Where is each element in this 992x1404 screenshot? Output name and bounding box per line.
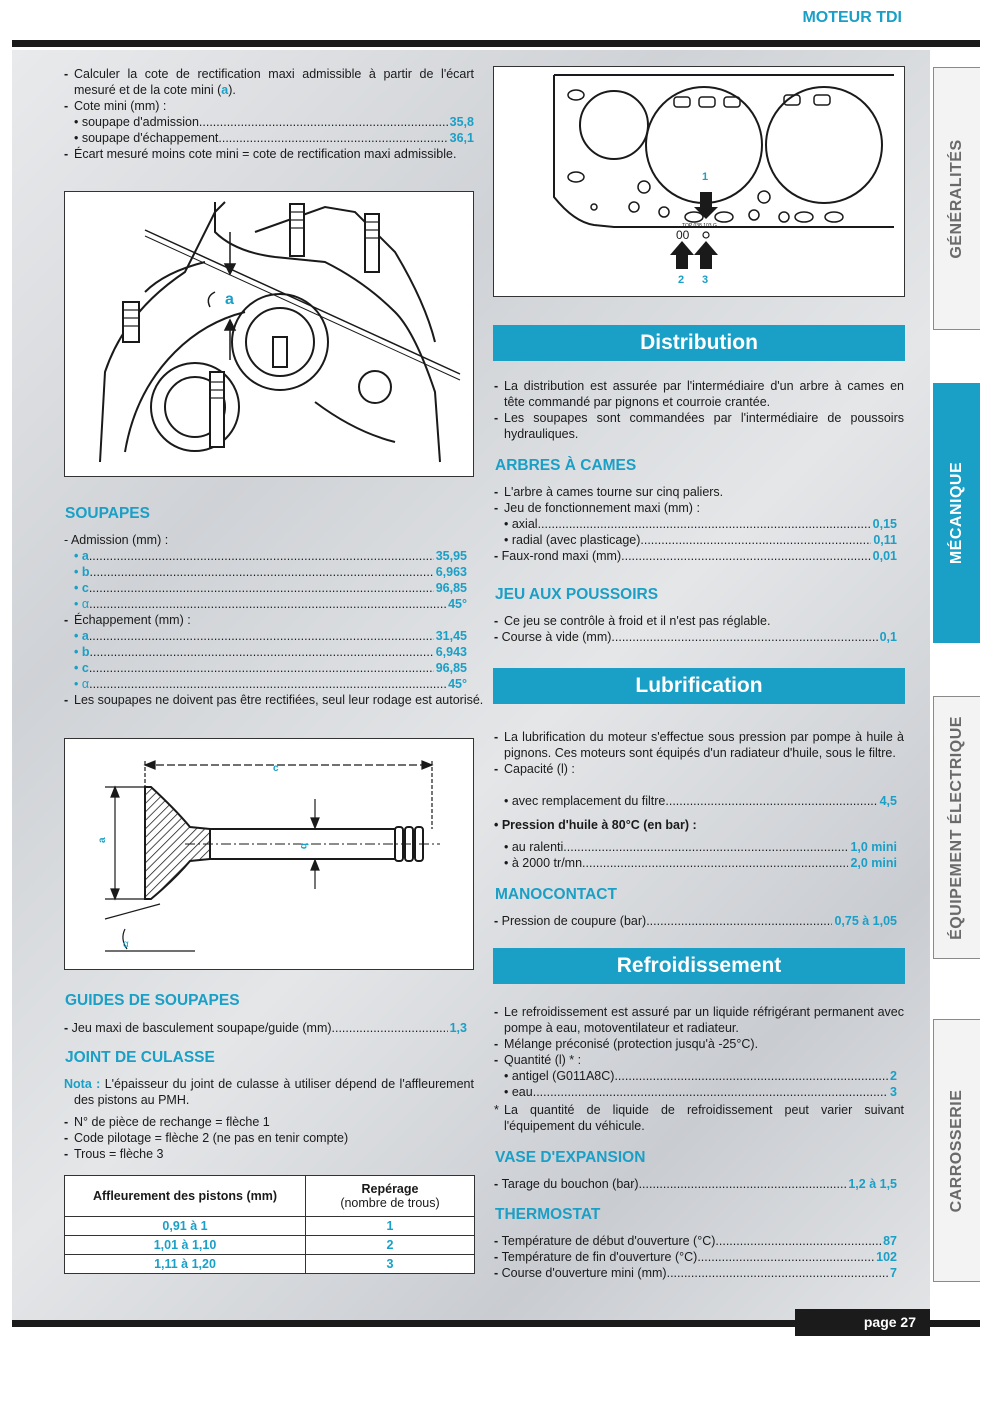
dotted-row: • soupape d'admission ..... 35,8 — [64, 114, 474, 130]
table-cell: 1 — [306, 1217, 475, 1236]
dotted-row: • radial (avec plasticage) ..... 0,11 — [494, 532, 897, 548]
refroidissement-item: - Le refroidissement est assuré par un liquide réfrigérant permanent avec pompe à eau, motoventilateur et radiateur. — [494, 1005, 904, 1035]
fig2-label-b: b — [298, 843, 309, 850]
table-row — [65, 1217, 475, 1236]
table-row — [65, 1255, 475, 1274]
table-cell: 1,01 à 1,10 — [65, 1236, 306, 1255]
head-gasket-drawing — [494, 67, 904, 296]
refroidissement-values — [494, 1068, 897, 1100]
dotted-row: • c ..... 96,85 — [64, 660, 467, 676]
valve-drawing — [65, 739, 473, 969]
section-title-joint: JOINT DE CULASSE — [65, 1049, 215, 1066]
band-distribution: Distribution — [493, 325, 905, 361]
intro-block — [64, 66, 474, 162]
dotted-row: • α ..... 45° — [64, 596, 467, 612]
soupapes-block — [64, 532, 484, 708]
joint-item: - Trous = flèche 3 — [64, 1147, 164, 1161]
dotted-row: • α ..... 45° — [64, 676, 467, 692]
pression-title: • Pression d'huile à 80°C (en bar) : — [494, 818, 697, 832]
tab-generalites[interactable] — [933, 67, 980, 330]
tab-label: ÉQUIPEMENT ÉLECTRIQUE — [948, 715, 965, 940]
dotted-row: • b ..... 6,963 — [64, 564, 467, 580]
arbres-item: - L'arbre à cames tourne sur cinq paliers. — [494, 485, 724, 499]
fig2-label-a: a — [97, 837, 108, 843]
dotted-row: • antigel (G011A8C) ..... 2 — [494, 1068, 897, 1084]
table-cell: 0,91 à 1 — [65, 1217, 306, 1236]
dotted-row: - Tarage du bouchon (bar) ..... 1,2 à 1,5 — [494, 1176, 897, 1192]
arbres-item: - Jeu de fonctionnement maxi (mm) : — [494, 501, 700, 515]
tab-label: GÉNÉRALITÉS — [948, 138, 965, 259]
tab-mecanique[interactable] — [933, 383, 980, 643]
table-header-row — [65, 1176, 475, 1217]
tab-carrosserie[interactable] — [933, 1019, 980, 1282]
admission-label: - Admission (mm) : — [64, 533, 169, 547]
refroidissement-note: * La quantité de liquide de refroidissement peut varier suivant l'équipement du véhicule. — [494, 1103, 904, 1133]
dotted-row: - Pression de coupure (bar) ..... 0,75 à 1,05 — [494, 913, 897, 929]
section-title-jeu: JEU AUX POUSSOIRS — [495, 586, 659, 603]
dotted-row: - Température de fin d'ouverture (°C) ..... 102 — [494, 1249, 897, 1265]
dotted-row: - Faux-rond maxi (mm) ..... 0,01 — [494, 548, 897, 564]
band-refroidissement: Refroidissement — [493, 948, 905, 984]
lubrification-item: - Capacité (l) : — [494, 762, 575, 776]
dotted-row: • a ..... 35,95 — [64, 548, 467, 564]
section-title-soupapes: SOUPAPES — [65, 505, 150, 522]
fig1-label-a: a — [225, 291, 234, 308]
dotted-row: • au ralenti ..... 1,0 mini — [494, 839, 897, 855]
fig2-label-c: c — [273, 763, 279, 774]
table-cell: 3 — [306, 1255, 475, 1274]
distribution-block — [494, 378, 904, 442]
section-title-thermostat: THERMOSTAT — [495, 1206, 601, 1223]
dotted-row: • c ..... 96,85 — [64, 580, 467, 596]
joint-item: - N° de pièce de rechange = flèche 1 — [64, 1115, 270, 1129]
dotted-row: - Jeu maxi de basculement soupape/guide (mm) ..... 1,3 — [64, 1020, 467, 1036]
top-rule — [12, 40, 980, 47]
lubrification-block — [494, 729, 904, 777]
distribution-item: - Les soupapes sont commandées par l'intermédiaire de poussoirs hydrauliques. — [494, 411, 904, 441]
fig3-label-1: 1 — [702, 171, 709, 183]
dotted-row: • axial ..... 0,15 — [494, 516, 897, 532]
intro-item: - Cote mini (mm) : — [64, 99, 167, 113]
section-title-arbres: ARBRES À CAMES — [495, 457, 637, 474]
fig2-label-alpha: α — [123, 939, 129, 950]
figure-valve — [64, 738, 474, 970]
thermostat-block — [494, 1233, 897, 1281]
refroidissement-block — [494, 1004, 904, 1068]
soupapes-note: - Les soupapes ne doivent pas être rectifiées, seul leur rodage est autorisé. — [64, 693, 484, 707]
lubrification-item: - La lubrification du moteur s'effectue sous pression par pompe à huile à pignons. Ces moteurs sont équipés d'un radiateur d'huile, sous le filtre. — [494, 730, 904, 760]
jeu-block — [494, 613, 897, 645]
table-cell: 1,11 à 1,20 — [65, 1255, 306, 1274]
table-row — [65, 1236, 475, 1255]
table-cell: 2 — [306, 1236, 475, 1255]
dotted-row: • soupape d'échappement ..... 36,1 — [64, 130, 474, 146]
figure-head-gasket — [493, 66, 905, 297]
guides-block — [64, 1020, 467, 1036]
section-title-manocontact: MANOCONTACT — [495, 886, 617, 903]
joint-item: - Code pilotage = flèche 2 (ne pas en tenir compte) — [64, 1131, 349, 1145]
tab-label: MÉCANIQUE — [948, 461, 965, 565]
tab-equipement-electrique[interactable] — [933, 696, 980, 959]
intro-item: - Calculer la cote de rectification maxi admissible à partir de l'écart mesuré et de la cote mini (a). — [64, 67, 474, 97]
band-lubrification: Lubrification — [493, 668, 905, 704]
nota: Nota : L'épaisseur du joint de culasse à utiliser dépend de l'affleurement des pistons au PMH. — [64, 1077, 474, 1107]
dotted-row: • à 2000 tr/mn ..... 2,0 mini — [494, 855, 897, 871]
dotted-row: • a ..... 31,45 — [64, 628, 467, 644]
jeu-item: - Ce jeu se contrôle à froid et il n'est pas réglable. — [494, 614, 771, 628]
table-header-cell: Affleurement des pistons (mm) — [65, 1176, 306, 1217]
vase-block — [494, 1176, 897, 1192]
tab-label: CARROSSERIE — [948, 1089, 965, 1212]
fig3-label-2: 2 — [678, 274, 685, 286]
dotted-row: • eau ..... 3 — [494, 1084, 897, 1100]
refroidissement-item: - Quantité (l) * : — [494, 1053, 582, 1067]
affleurement-table — [64, 1175, 475, 1274]
figure-cylinder-head — [64, 191, 474, 477]
manocontact-block — [494, 913, 897, 929]
arbres-block — [494, 484, 897, 564]
refroidissement-item: - Mélange préconisé (protection jusqu'à -25°C). — [494, 1037, 759, 1051]
page-number: page 27 — [795, 1309, 930, 1336]
cylinder-head-drawing — [65, 192, 473, 476]
dotted-row: • b ..... 6,943 — [64, 644, 467, 660]
distribution-item: - La distribution est assurée par l'intermédiaire d'un arbre à cames en tête commandé par pignons et courroie crantée. — [494, 379, 904, 409]
dotted-row: - Course d'ouverture mini (mm) ..... 7 — [494, 1265, 897, 1281]
fig3-label-3: 3 — [702, 274, 709, 286]
intro-item: - Écart mesuré moins cote mini = cote de rectification maxi admissible. — [64, 147, 457, 161]
dotted-row: - Température de début d'ouverture (°C) ..... 87 — [494, 1233, 897, 1249]
table-header-cell: Repérage (nombre de trous) — [306, 1176, 475, 1217]
page-header-title: MOTEUR TDI — [802, 9, 902, 26]
svg-text:00: 00 — [676, 228, 690, 242]
dotted-row: - Course à vide (mm) ..... 0,1 — [494, 629, 897, 645]
section-title-guides: GUIDES DE SOUPAPES — [65, 992, 240, 1009]
section-title-vase: VASE D'EXPANSION — [495, 1149, 646, 1166]
echappement-label: - Échappement (mm) : — [64, 613, 191, 627]
lubrification-values — [494, 793, 897, 871]
joint-block — [64, 1076, 474, 1162]
dotted-row: • avec remplacement du filtre ..... 4,5 — [494, 793, 897, 809]
svg-text:TOP 038 103 G: TOP 038 103 G — [682, 223, 717, 229]
